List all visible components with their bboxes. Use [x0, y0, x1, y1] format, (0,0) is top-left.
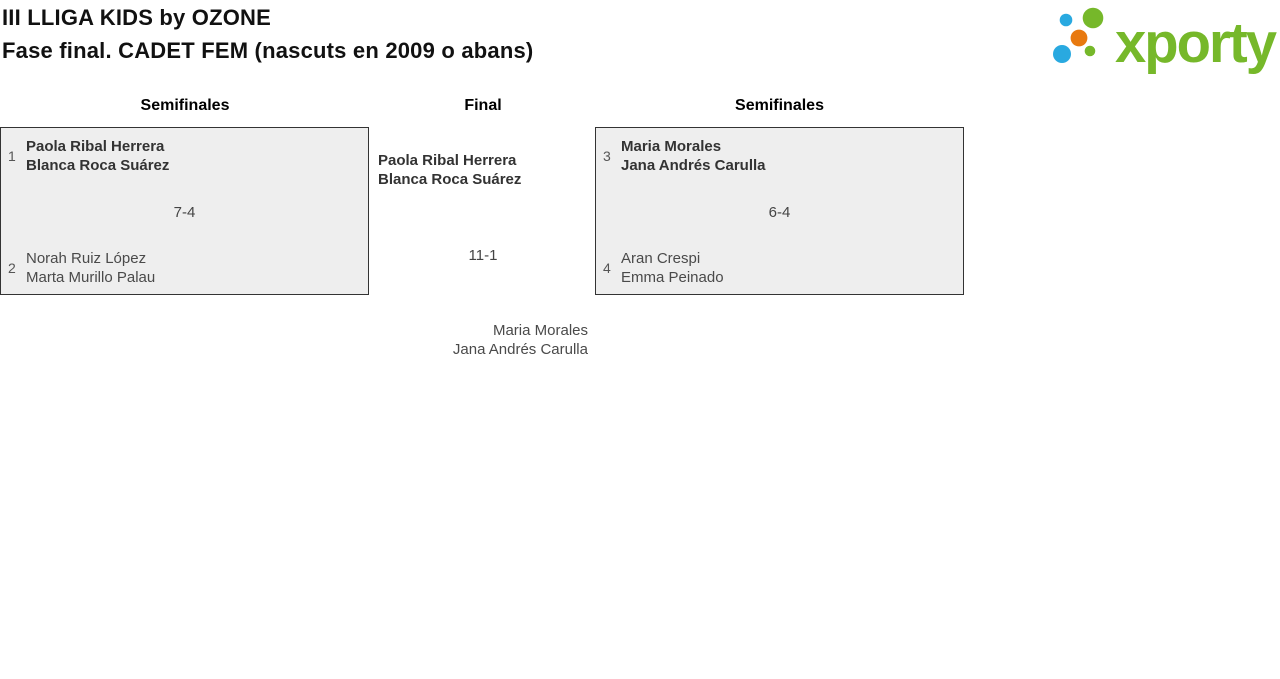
- column-header-final: Final: [464, 97, 502, 114]
- match-score: 6-4: [768, 204, 791, 221]
- seed-number: 3: [603, 148, 611, 164]
- xporty-logo-text: xporty: [1115, 11, 1278, 75]
- player-name: Maria Morales: [621, 138, 722, 155]
- player-name: Paola Ribal Herrera: [26, 138, 165, 155]
- match-box-semifinal-right[interactable]: [595, 127, 964, 295]
- xporty-logo[interactable]: [1048, 0, 1280, 76]
- seed-number: 4: [603, 260, 611, 276]
- player-name: Emma Peinado: [621, 269, 724, 286]
- player-name: Jana Andrés Carulla: [621, 157, 766, 174]
- column-header-semifinals-right: Semifinales: [735, 97, 824, 114]
- phase-category-subtitle: Fase final. CADET FEM (nascuts en 2009 o abans): [2, 38, 534, 63]
- team-name-winner: [26, 137, 169, 175]
- seed-number: 2: [8, 260, 16, 276]
- player-name: Blanca Roca Suárez: [378, 171, 522, 188]
- final-match-score: 11-1: [468, 247, 498, 264]
- player-name: Blanca Roca Suárez: [26, 157, 170, 174]
- final-runner-up-team: [370, 321, 588, 359]
- seed-number: 1: [8, 148, 16, 164]
- xporty-logo-mark-icon: [1053, 8, 1103, 63]
- player-name: Marta Murillo Palau: [26, 269, 156, 286]
- player-name: Paola Ribal Herrera: [378, 152, 517, 169]
- player-name: Norah Ruiz López: [26, 250, 147, 267]
- match-box-semifinal-left[interactable]: [0, 127, 369, 295]
- player-name: Maria Morales: [492, 322, 588, 339]
- final-winner-team: [378, 151, 521, 189]
- match-score: 7-4: [173, 204, 196, 221]
- team-name-winner: [621, 137, 766, 175]
- tournament-name: III LLIGA KIDS by OZONE: [2, 5, 272, 30]
- player-name: Jana Andrés Carulla: [452, 341, 588, 358]
- column-header-semifinals-left: Semifinales: [140, 97, 230, 114]
- page-title: [2, 1, 533, 67]
- player-name: Aran Crespi: [621, 250, 701, 267]
- team-name-loser: [26, 249, 155, 287]
- team-name-loser: [621, 249, 724, 287]
